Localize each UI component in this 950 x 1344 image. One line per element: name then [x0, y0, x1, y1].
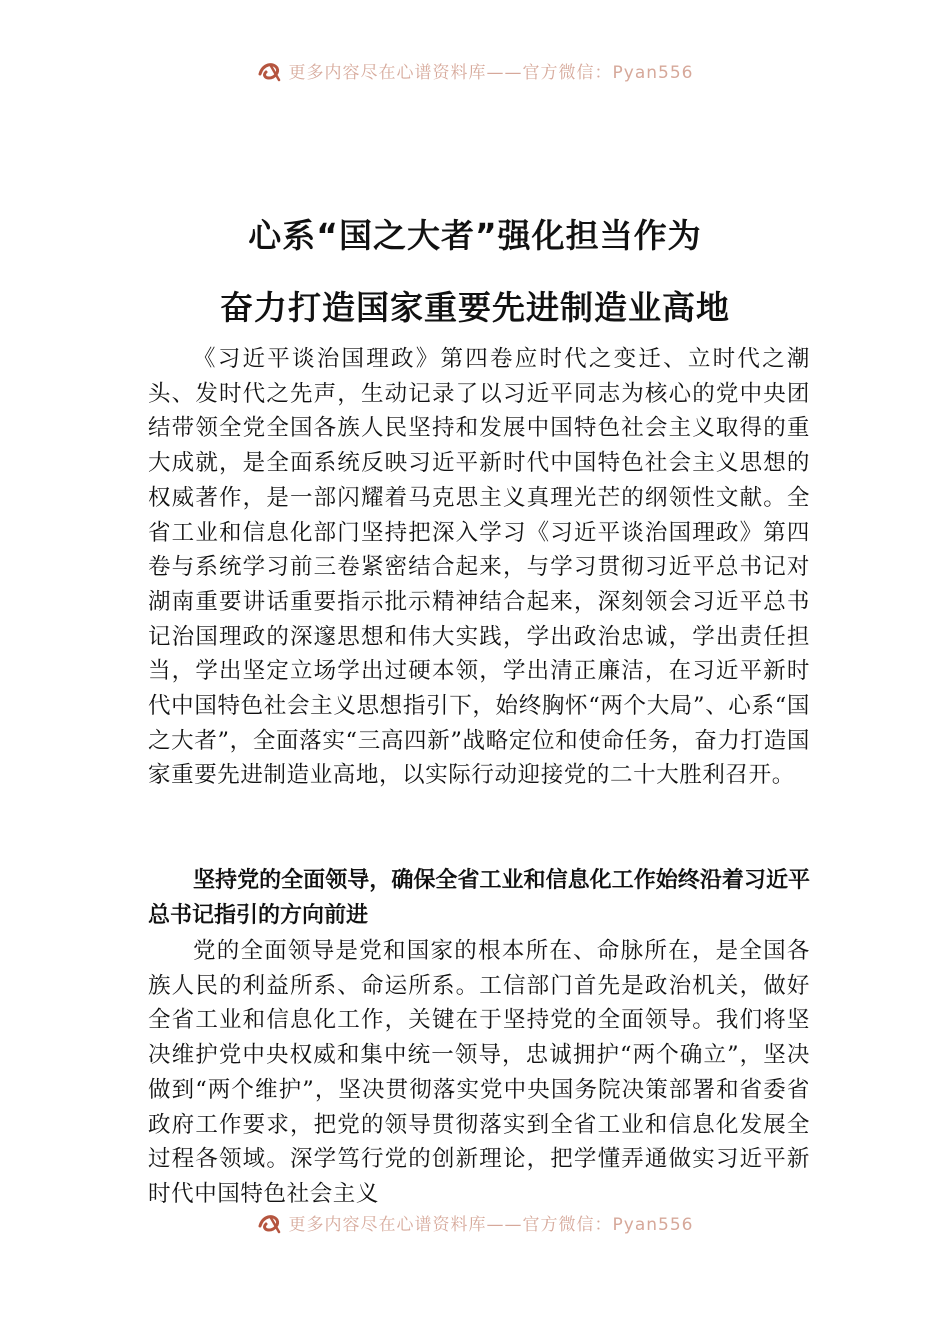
body-paragraph-2: 党的全面领导是党和国家的根本所在、命脉所在，是全国各族人民的利益所系、命运所系。工信部门首先是政治机关，做好全省工业和信息化工作，关键在于坚持党的全面领导。我们将坚决维护党中央权威和集中统一领导，忠诚拥护“两个确立”，坚决做到“两个维护”，坚决贯彻落实党中央国务院决策部署和省委省政府工作要求，把党的领导贯彻落实到全省工业和信息化发展全过程各领域。深学笃行党的创新理论，把学懂弄通做实习近平新时代中国特色社会主义: [148, 938, 810, 1207]
watermark-logo-icon: [257, 60, 283, 82]
section-heading-1: 坚持党的全面领导，确保全省工业和信息化工作始终沿着习近平总书记指引的方向前进: [148, 868, 810, 928]
watermark-text: 更多内容尽在心谱资料库——官方微信：Pyan556: [288, 63, 694, 83]
body-paragraph-1: 《习近平谈治国理政》第四卷应时代之变迁、立时代之潮头、发时代之先声，生动记录了以习近平同志为核心的党中央团结带领全党全国各族人民坚持和发展中国特色社会主义取得的重大成就，是全面系统反映习近平新时代中国特色社会主义思想的权威著作，是一部闪耀着马克思主义真理光芒的纲领性文献。全省工业和信息化部门坚持把深入学习《习近平谈治国理政》第四卷与系统学习前三卷紧密结合起来，与学习贯彻习近平总书记对湖南重要讲话重要指示批示精神结合起来，深刻领会习近平总书记治国理政的深邃思想和伟大实践，学出政治忠诚，学出责任担当，学出坚定立场学出过硬本领，学出清正廉洁，在习近平新时代中国特色社会主义思想指引下，始终胸怀“两个大局”、心系“国之大者”，全面落实“三高四新”战略定位和使命任务，奋力打造国家重要先进制造业高地，以实际行动迎接党的二十大胜利召开。: [148, 346, 810, 789]
watermark-bottom: [0, 1210, 950, 1235]
watermark-text: 更多内容尽在心谱资料库——官方微信：Pyan556: [288, 1215, 694, 1235]
document-title-line-1: 心系“国之大者”强化担当作为: [248, 216, 702, 255]
watermark-logo-icon: [257, 1212, 283, 1234]
watermark-top: [0, 58, 950, 83]
document-title-line-2: 奋力打造国家重要先进制造业高地: [220, 288, 730, 327]
